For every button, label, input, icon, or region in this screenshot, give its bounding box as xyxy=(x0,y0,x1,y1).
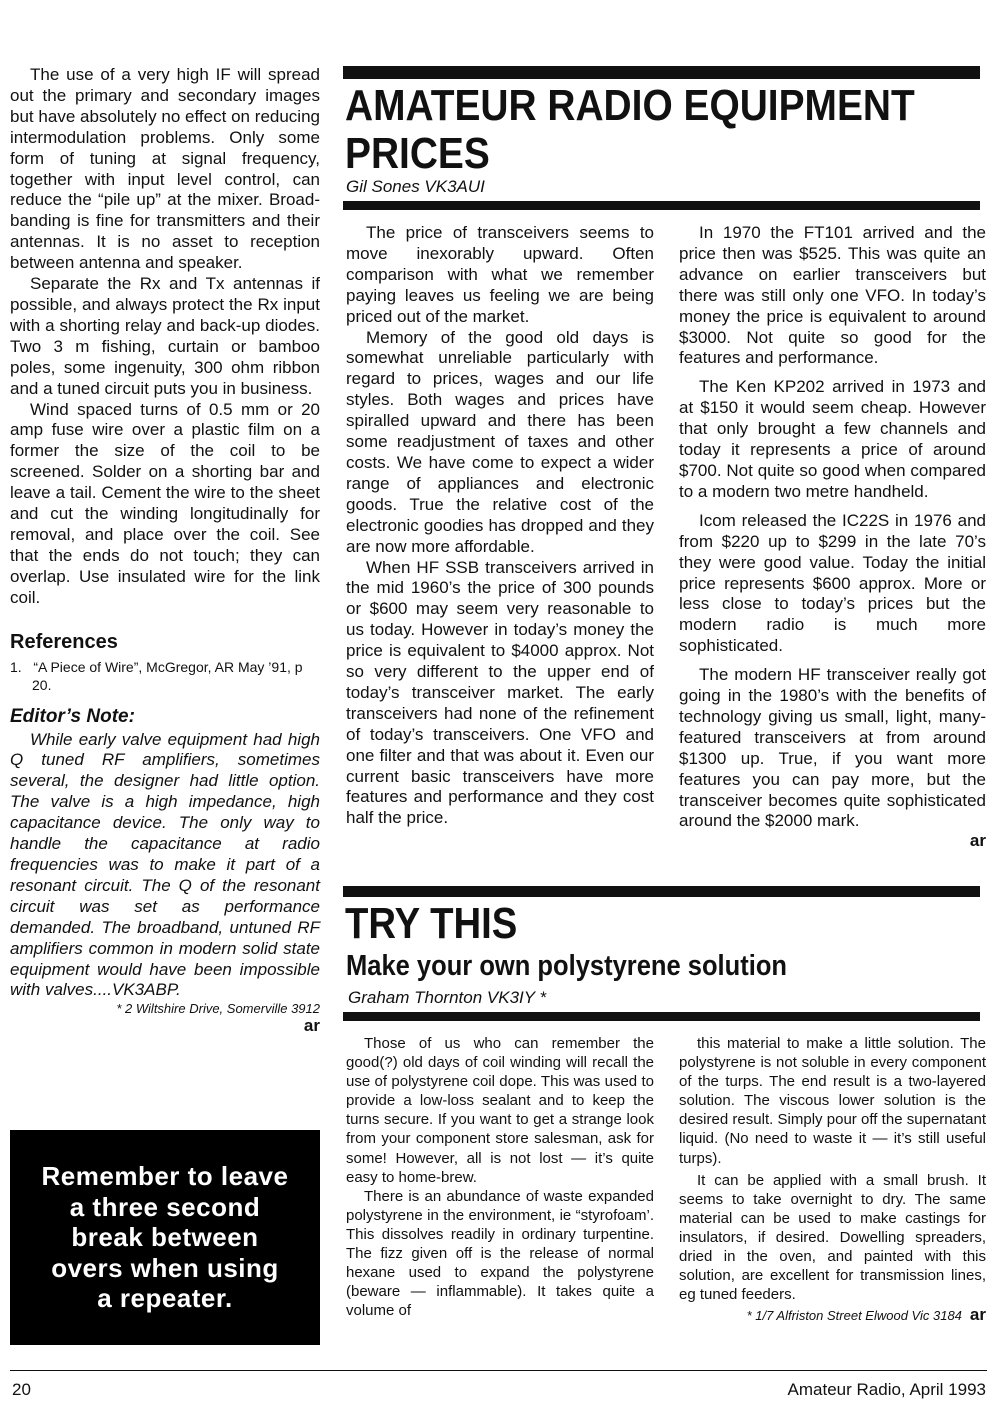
left-column xyxy=(10,65,320,1035)
reference-item: 1. “A Piece of Wire”, McGregor, AR May ’91, p 20. xyxy=(10,658,303,693)
references-heading: References xyxy=(10,630,118,653)
article1-title-line2: PRICES xyxy=(345,129,490,178)
editors-note-paragraph: While early valve equipment had high Q tuned RF amplifiers, sometimes several, the designer had little option. The valve is a high impedance, high capacitance device. The only way to handle the capacitance at radio frequencies was to make it part of a resonant circuit. The Q of the resonant circuit was set as performance demanded. The broadband, untuned RF amplifiers common in modern solid state equipment would have been impossible with valves....VK3ABP. xyxy=(10,729,320,1000)
article1-column1 xyxy=(346,223,654,829)
editors-note-text xyxy=(10,730,320,1002)
callout-line: a three second xyxy=(69,1191,261,1222)
paragraph: The use of a very high IF will spread out the primary and secondary images but have absolutely no effect on reducing intermodulation problems. Only some form of tuning at signal frequency, together with input level control, can reduce the “pile up” at the mixer. Broad-banding is fine for transmitters and their antennas. It is no asset to reception between antenna and speaker. xyxy=(10,65,320,273)
paragraph: Those of us who can remember the good(?) old days of coil winding will recall the use of polystyrene coil dope. This was used to provide a low-loss sealant and to keep the turns secure. If you want to get a strange look from your component store salesman, ask for some! However, all is not lost — it’s quite easy to home-brew. xyxy=(346,1035,654,1186)
editors-note-heading: Editor’s Note: xyxy=(10,705,135,727)
paragraph: The price of transceivers seems to move inexorably upward. Often comparison with what we remember paying leaves us feeling we are being priced out of the market. xyxy=(346,223,654,326)
article2-column1 xyxy=(346,1034,654,1320)
callout-line: a repeater. xyxy=(97,1283,233,1314)
article2-column2 xyxy=(679,1034,986,1324)
article2-byline: Graham Thornton VK3IY * xyxy=(348,988,547,1007)
end-mark: ar xyxy=(303,1016,320,1036)
article1-byline-rule xyxy=(343,201,980,210)
paragraph: When HF SSB transceivers arrived in the mid 1960’s the price of 300 pounds or $600 may seem very reasonable to us today. However in today’s money the price is equivalent to $4000 approx. Not so very different to the upper end of today’s transceiver market. The early transceivers had none of the refinement of today’s transceivers. One VFO and one filter and that was about it. Even our current basic transceivers have more features and performance and they cost half the price. xyxy=(346,557,654,828)
article2-top-rule xyxy=(343,886,980,897)
paragraph: There is an abundance of waste expanded polystyrene in the environment, ie “styrofoam’. This dissolves readily in ordinary turpentine. The fizz given off is the release of normal hexane used to expand the polystyrene (beware — inflammable). It takes quite a volume of xyxy=(346,1187,654,1320)
end-mark: ar xyxy=(969,1305,986,1325)
left-signature: * 2 Wiltshire Drive, Somerville 3912 xyxy=(116,1001,320,1017)
footer-rule xyxy=(10,1370,987,1371)
paragraph: this material to make a little solution. The polystyrene is not soluble in every component of the turps. The end result is a two-layered solution. The viscous lower solution is the desired result. Simply pour off the supernatant liquid. (No need to waste it — it’s still useful turps). xyxy=(679,1035,986,1167)
paragraph: In 1970 the FT101 arrived and the price then was $525. This was quite an advance on earlier transceivers but there was still only one VFO. In today’s money the price is equivalent to around $3000. Not quite so good for the features and performance. xyxy=(679,223,986,368)
article1-column2 xyxy=(679,223,986,850)
article1-top-rule xyxy=(343,66,980,79)
article2-byline-rule xyxy=(343,1012,980,1021)
article2-subtitle: Make your own polystyrene solution xyxy=(346,950,788,982)
end-mark: ar xyxy=(969,831,986,851)
callout-line: Remember to leave xyxy=(41,1161,289,1192)
callout-line: break between xyxy=(71,1222,259,1253)
article2-title: TRY THIS xyxy=(345,899,518,948)
callout-line: overs when using xyxy=(51,1252,279,1283)
paragraph: The Ken KP202 arrived in 1973 and at $150 it would seem cheap. However that only brought a few channels and today it represents a price of around $700. Not quite so good when compared to a modern two metre handheld. xyxy=(679,377,986,501)
article1-title-line1: AMATEUR RADIO EQUIPMENT xyxy=(345,81,915,130)
page-number: 20 xyxy=(12,1380,31,1399)
paragraph: Memory of the good old days is somewhat unreliable particularly with regard to prices, wages and our life styles. Both wages and prices have spiralled upward and there has been some readjustment of taxes and other costs. We have come to expect a wider range of appliances and electronic goods. True the relative cost of the electronic goodies has dropped and they are now more affordable. xyxy=(346,327,654,556)
paragraph: Icom released the IC22S in 1976 and from $220 up to $299 in the late 70’s they were good value. Today the initial price represents $600 approx. More or less close to today’s prices but the modern radio is much more sophisticated. xyxy=(679,510,986,656)
publication-info: Amateur Radio, April 1993 xyxy=(787,1380,986,1399)
article1-byline: Gil Sones VK3AUI xyxy=(346,177,485,196)
paragraph: Wind spaced turns of 0.5 mm or 20 amp fuse wire over a plastic film on a former the size of the coil to be screened. Solder on a shorting bar and leave a tail. Cement the wire to the sheet and cut the winding longitudinally for removal, and place over the coil. See that the ends do not touch; they can overlap. Use insulated wire for the link coil. xyxy=(10,399,320,607)
left-column-text xyxy=(10,65,320,609)
paragraph: The modern HF transceiver really got going in the 1980’s with the benefits of technology giving us small, light, many-featured transceivers at from around $1300 up. True, if you want more features you can pay more, but the transceiver becomes quite sophisticated around the $2000 mark. xyxy=(679,665,986,831)
paragraph: It can be applied with a small brush. It seems to take overnight to dry. The same material can be used to make castings for insulators, if desired. Dowelling spreaders, dried in the oven, and painted with this solution, are excellent for transmission lines, eg tuned feeders. xyxy=(679,1171,986,1304)
paragraph: Separate the Rx and Tx antennas if possible, and always protect the Rx input with a shorting relay and back-up diodes. Two 3 m fishing, curtain or bamboo poles, some ingenuity, 300 ohm ribbon and a tuned circuit puts you in business. xyxy=(10,274,320,398)
article2-signature: * 1/7 Alfriston Street Elwood Vic 3184 xyxy=(746,1308,962,1324)
repeater-reminder-box xyxy=(10,1130,320,1345)
